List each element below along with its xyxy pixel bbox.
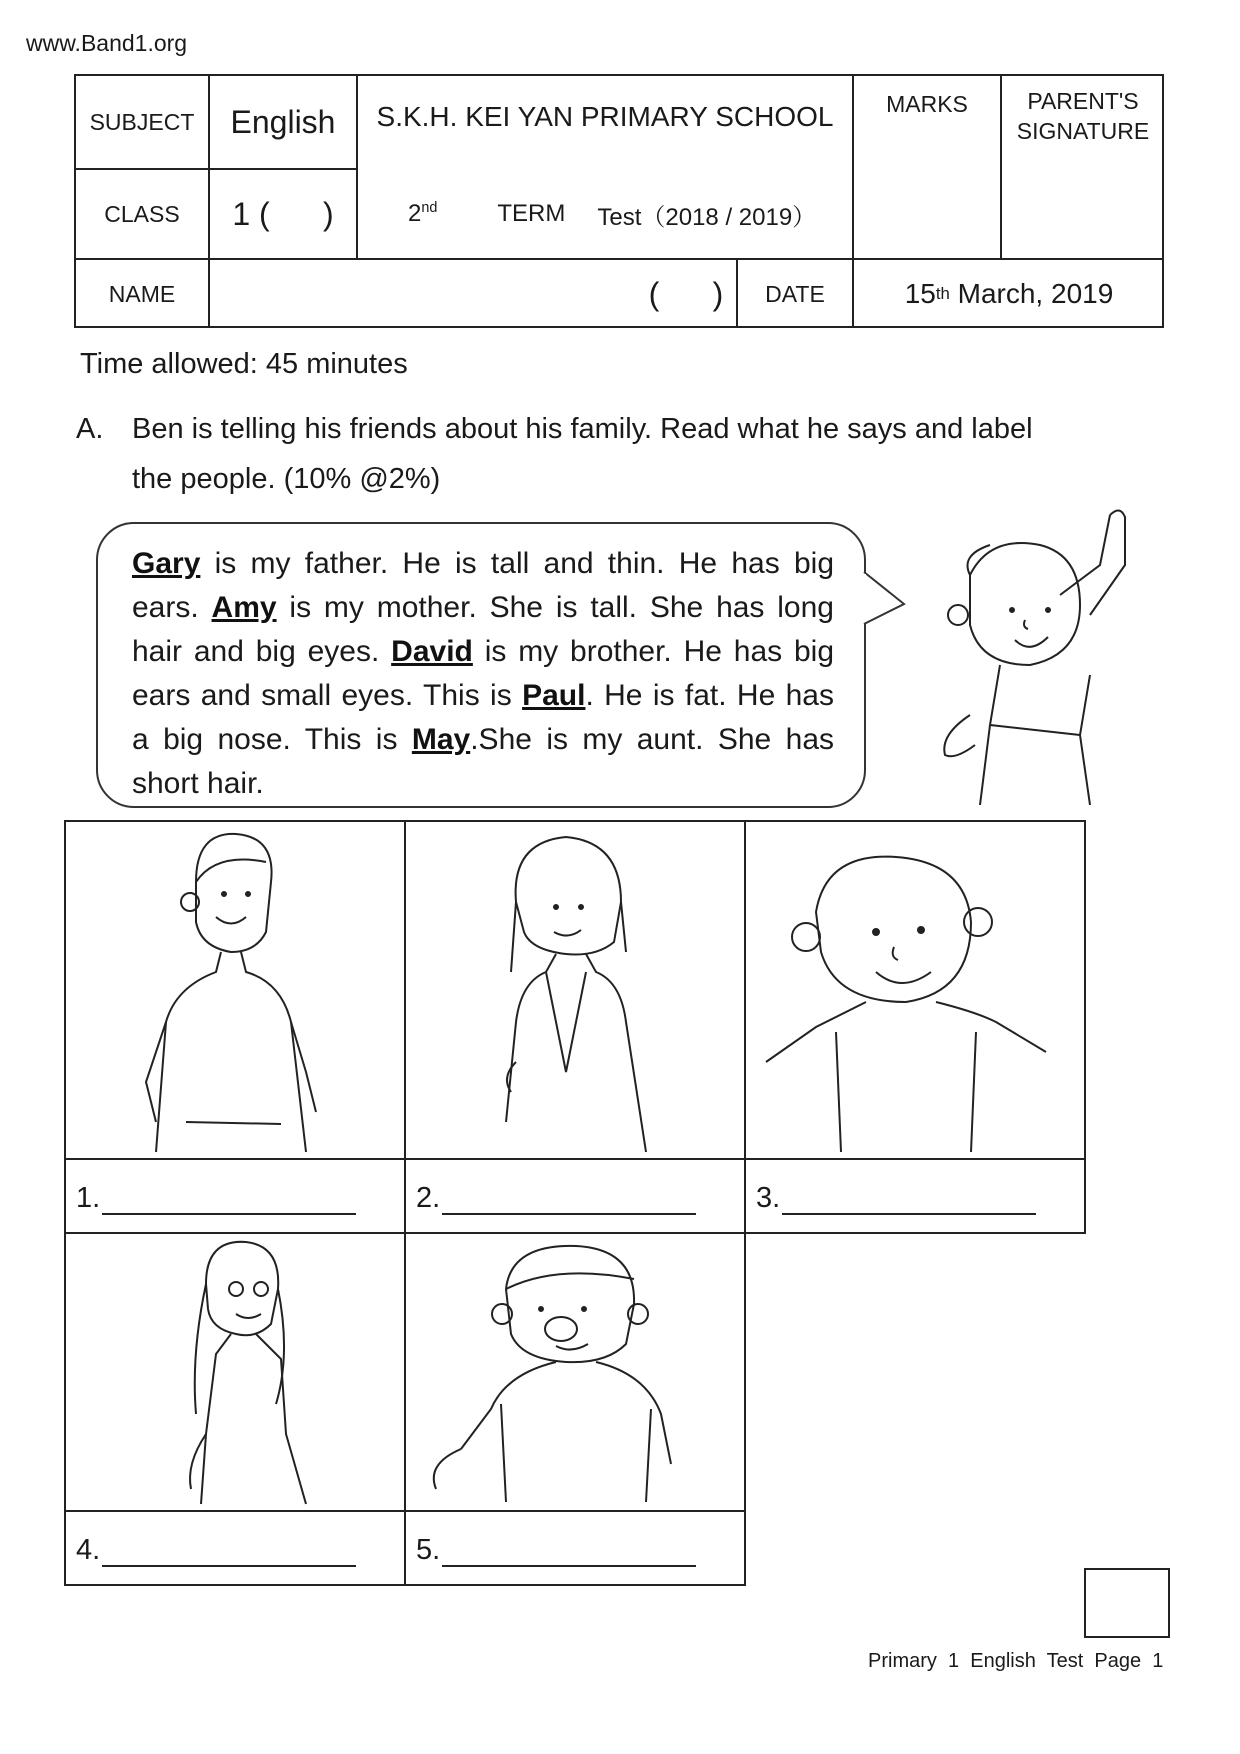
answer-cell-3 [744, 1158, 1086, 1234]
picture-cell-2 [404, 820, 746, 1160]
aunt-illustration [66, 1234, 404, 1510]
picture-cell-3 [744, 820, 1086, 1160]
test-label: Test（2018 / 2019） [597, 203, 817, 231]
class-label: CLASS [104, 200, 180, 227]
father-illustration [66, 822, 404, 1158]
section-a-instruction-1: Ben is telling his friends about his family. Read what he says and label [132, 413, 1033, 445]
answer-cell-5 [404, 1510, 746, 1586]
header-table [74, 74, 1164, 328]
name-label: NAME [108, 280, 176, 307]
watermark: www.Band1.org [26, 30, 188, 56]
name-david: David [391, 635, 473, 668]
date-value: 15 th March, 2019 [904, 278, 1114, 309]
parent-signature-label-2: SIGNATURE [1016, 117, 1150, 144]
ben-illustration [930, 505, 1160, 805]
answer-number-2: 2. [416, 1182, 441, 1214]
term-label: TERM [497, 200, 566, 227]
name-may: May [411, 723, 471, 756]
date-label: DATE [765, 280, 825, 307]
name-gary: Gary [132, 547, 201, 580]
section-a-letter: A. [76, 413, 104, 445]
answer-line-3[interactable] [782, 1187, 1036, 1215]
speech-bubble-tail [860, 560, 910, 640]
name-number-paren: ( ) [648, 275, 724, 312]
school-name: S.K.H. KEI YAN PRIMARY SCHOOL [376, 101, 834, 132]
score-box [1084, 1568, 1170, 1638]
term-line [358, 170, 852, 258]
mother-illustration [406, 822, 744, 1158]
answer-cell-2 [404, 1158, 746, 1234]
answer-line-5[interactable] [442, 1539, 696, 1567]
subject-value: English [230, 103, 336, 140]
fat-man-illustration [406, 1234, 744, 1510]
answer-cell-1 [64, 1158, 406, 1234]
marks-label: MARKS [886, 90, 968, 117]
answer-number-3: 3. [756, 1182, 781, 1214]
time-allowed: Time allowed: 45 minutes [80, 348, 408, 380]
picture-cell-4 [64, 1232, 406, 1512]
name-paul: Paul [522, 679, 586, 712]
answer-cell-4 [64, 1510, 406, 1586]
brother-illustration [746, 822, 1084, 1158]
picture-cell-5 [404, 1232, 746, 1512]
answer-number-1: 1. [76, 1182, 101, 1214]
subject-label: SUBJECT [89, 108, 195, 135]
picture-cell-1 [64, 820, 406, 1160]
section-a-instruction-2: the people. (10% @2%) [132, 463, 441, 495]
answer-number-4: 4. [76, 1534, 101, 1566]
page-footer: Primary 1 English Test Page 1 [868, 1650, 1164, 1672]
answer-line-1[interactable] [102, 1187, 356, 1215]
term-number: 2nd [408, 200, 438, 227]
answer-line-2[interactable] [442, 1187, 696, 1215]
speech-bubble: Gary is my father. He is tall and thin. He has big ears. Amy is my mother. She is tall. She has long hair and big eyes. David is my brother. He has big ears and small eyes. This is Paul. He is fat. He has a big nose. This is May.She is my aunt. She has short hair. [96, 522, 866, 808]
parent-signature-label-1: PARENT'S [1027, 87, 1139, 114]
answer-line-4[interactable] [102, 1539, 356, 1567]
name-amy: Amy [211, 591, 277, 624]
answer-number-5: 5. [416, 1534, 441, 1566]
class-value: 1 ( ) [232, 195, 334, 232]
